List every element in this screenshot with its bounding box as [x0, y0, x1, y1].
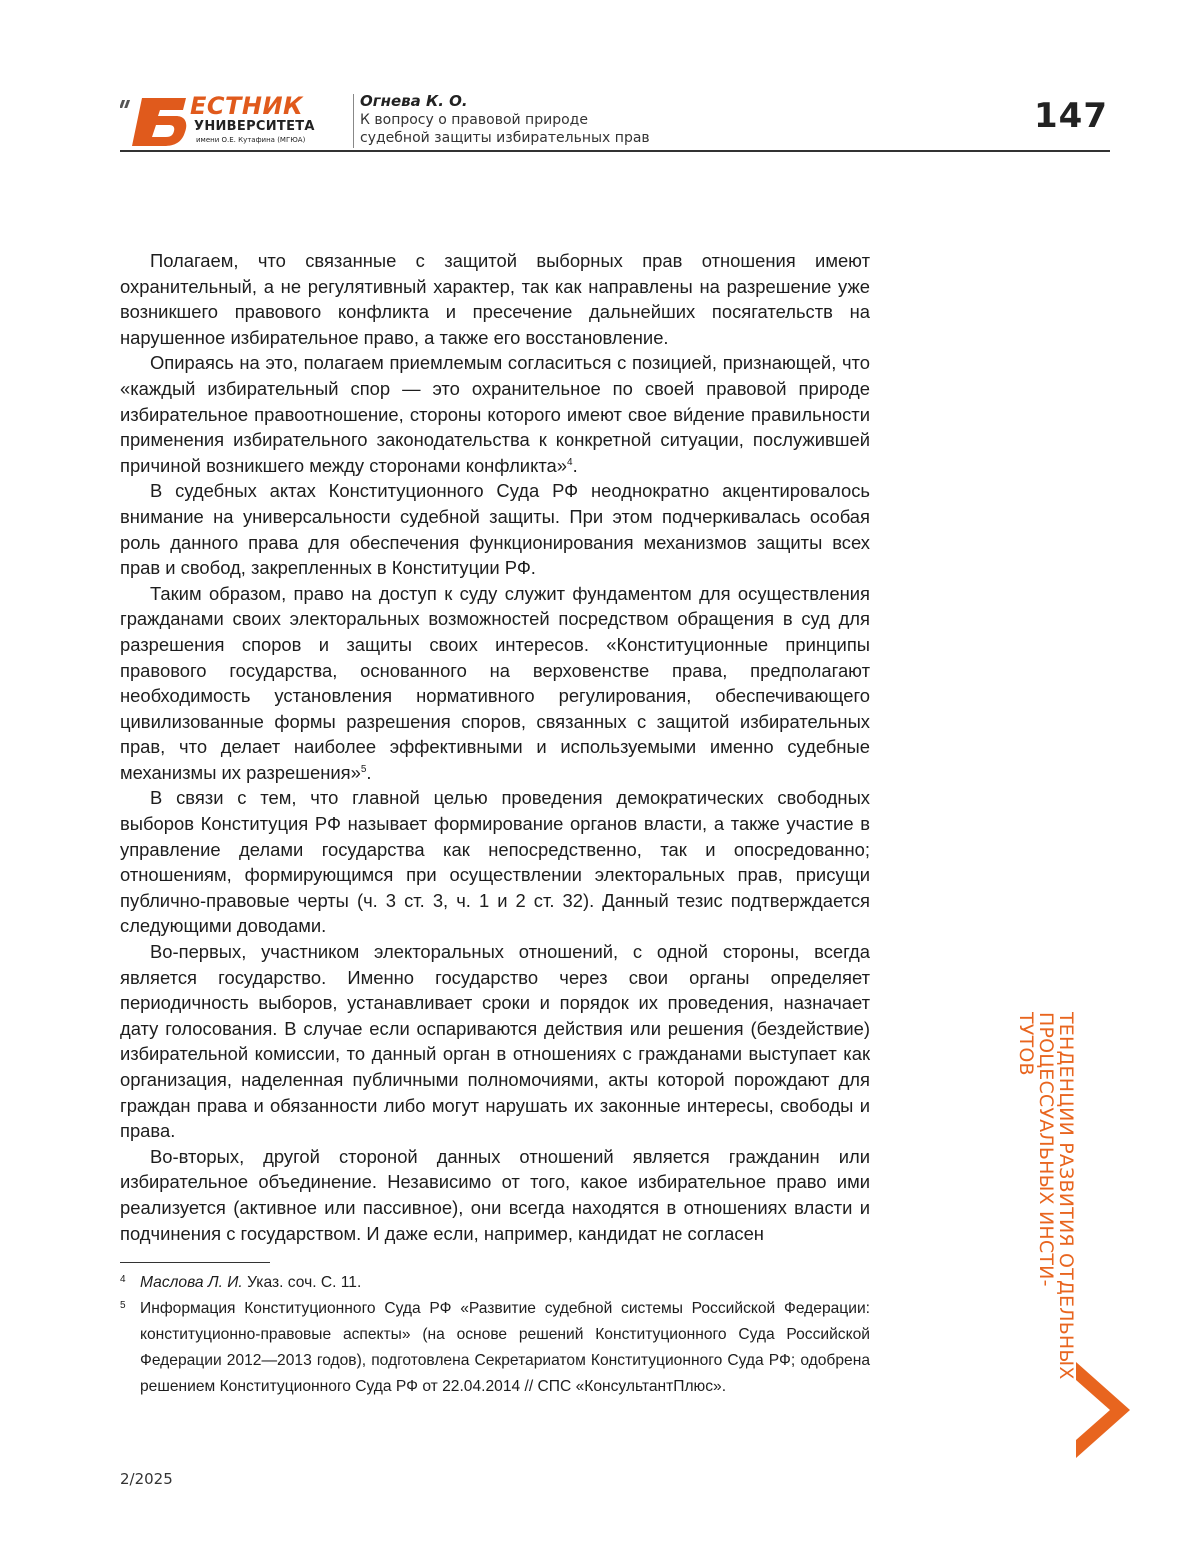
section-title [1016, 1012, 1076, 1422]
logo-subtitle-small: имени О.Е. Кутафина (МГЮА) [196, 136, 305, 144]
article-title-line-2: судебной защиты избирательных прав [360, 129, 880, 147]
logo-title: ЕСТНИК [190, 94, 303, 118]
logo-letter-icon [120, 92, 200, 148]
footnote [120, 1296, 870, 1400]
paragraph-end: . [573, 455, 578, 476]
footnote-rule [120, 1262, 270, 1263]
section-banner [1002, 1012, 1076, 1422]
paragraph [120, 581, 870, 786]
paragraph: В судебных актах Конституционного Суда РФ неоднократно акцентировалось внимание на универсальности судебной защиты. При этом подчеркивалась особая роль данного права для обеспечения функционирования механизмов защиты всех прав и свобод, закрепленных в Конституции РФ. [120, 478, 870, 580]
footnotes [120, 1270, 870, 1400]
footnote-author: Маслова Л. И. [140, 1274, 243, 1291]
header-rule [120, 150, 1110, 152]
footnote [120, 1270, 870, 1296]
page-header [120, 88, 1110, 152]
paragraph: Во-вторых, другой стороной данных отношений является гражданин или избирательное объединение. Независимо от того, какое избирательное право ими реализуется (активное или пассивное), они всегда находятся в отношениях власти и подчинения с государством. И даже если, например, кандидат не согласен [120, 1144, 870, 1246]
section-title-line: ТЕНДЕНЦИИ РАЗВИТИЯ ОТДЕЛЬНЫХ [1056, 1012, 1076, 1422]
issue-number: 2/2025 [120, 1470, 173, 1488]
article-author: Огнева К. О. [360, 92, 880, 111]
footnote-text: Указ. соч. С. 11. [243, 1274, 362, 1291]
section-title-line: ТУТОВ [1016, 1012, 1036, 1422]
section-title-line: ПРОЦЕССУАЛЬНЫХ ИНСТИ- [1036, 1012, 1056, 1422]
footnote-number: 5 [120, 1296, 126, 1316]
paragraph: Во-первых, участником электоральных отношений, с одной стороны, всегда является государство. Именно государство через свои органы определяет периодичность выборов, устанавливает сроки и порядок их проведения, назначает дату голосования. В случае если оспариваются действия или решения (бездействие) избирательной комиссии, то данный орган в отношениях с гражданами выступает как организация, наделенная публичными полномочиями, акты которой порождают для граждан права и обязанности либо могут нарушать их законные интересы, свободы и права. [120, 939, 870, 1144]
paragraph-text: Таким образом, право на доступ к суду служит фундаментом для осуществления гражданами своих электоральных возможностей посредством обращения в суд для разрешения споров и защиты своих интересов. «Конституционные принципы правового государства, основанного на верховенстве права, предполагают необходимость установления нормативного регулирования, обеспечивающего цивилизованные формы разрешения споров, связанных с защитой избирательных прав, что делает наиболее эффективными и используемыми именно судебные механизмы их разрешения» [120, 583, 870, 783]
article-meta [360, 92, 880, 147]
footnote-ref[interactable]: 4 [567, 457, 573, 468]
footnote-text: Информация Конституционного Суда РФ «Развитие судебной системы Российской Федерации: конституционно-правовые аспекты» (на основе решений Конституционного Суда Российской Федерации 2012—2013 годов), подготовлена Секретариатом Конституционного Суда РФ; одобрена решением Конституционного Суда РФ от 22.04.2014 // СПС «КонсультантПлюс». [140, 1300, 870, 1395]
paragraph: В связи с тем, что главной целью проведения демократических свободных выборов Конституция РФ называет формирование органов власти, а также участие в управление делами государства как непосредственно, так и опосредованно; отношениям, формирующимся при осуществлении электоральных прав, присущи публично-правовые черты (ч. 3 ст. 3, ч. 1 и 2 ст. 32). Данный тезис подтверждается следующими доводами. [120, 785, 870, 939]
footnote-ref[interactable]: 5 [361, 764, 367, 775]
paragraph-text: Опираясь на это, полагаем приемлемым согласиться с позицией, признающей, что «каждый избирательный спор — это охранительное по своей правовой природе избирательное правоотношение, стороны которого имеют свое ви́дение правильности применения избирательного законодательства к конкретной ситуации, послужившей причиной возникшего между сторонами конфликта» [120, 352, 870, 475]
article-body [120, 248, 870, 1246]
paragraph-end: . [366, 762, 371, 783]
footnote-number: 4 [120, 1270, 126, 1290]
logo-subtitle: УНИВЕРСИТЕТА [194, 120, 315, 134]
header-divider [353, 94, 354, 148]
arrow-right-icon [1074, 1362, 1130, 1458]
article-title-line-1: К вопросу о правовой природе [360, 111, 880, 129]
page-number: 147 [1034, 96, 1108, 136]
paragraph [120, 350, 870, 478]
paragraph: Полагаем, что связанные с защитой выборных прав отношения имеют охранительный, а не регулятивный характер, так как направлены на разрешение уже возникшего правового конфликта и пресечение дальнейших посягательств на нарушенное избирательное право, а также его восстановление. [120, 248, 870, 350]
journal-logo [120, 92, 325, 148]
